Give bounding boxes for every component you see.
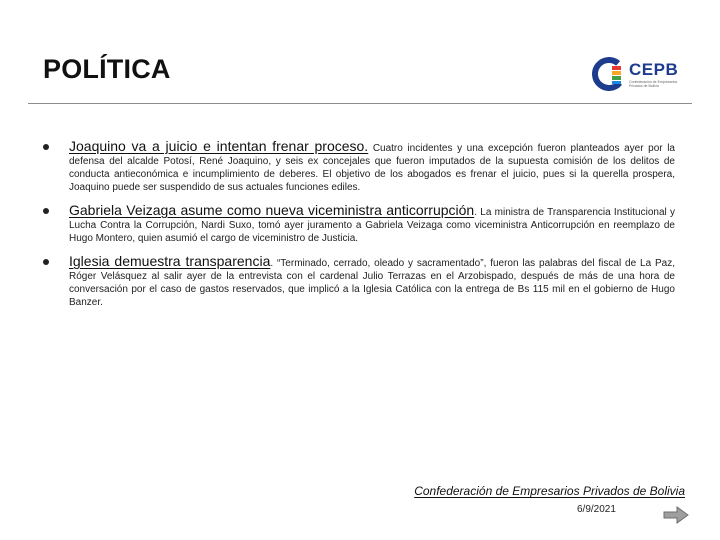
logo-text: CEPB xyxy=(629,60,679,79)
bullet-icon xyxy=(43,259,49,265)
news-body: Cuatro incidentes y una excepción fueron planteados ayer por la defensa del alcalde Potosí, René Joaquino, y seis ex concejales que fueron imputados de la supuesta comisión de los delitos de conducta antieconómica e incumplimiento de deberes. El objetivo de los abogados es frenar el juicio, pues si la querella prospera, Joaquino puede ser suspendido de sus actuales funciones ediles. xyxy=(69,143,675,193)
logo-subtitle: Confederación de Empresarios Privados de Bolivia xyxy=(629,80,678,88)
news-paragraph xyxy=(69,140,675,194)
news-headline-link[interactable]: Gabriela Veizaga asume como nueva viceministra anticorrupción xyxy=(69,202,475,218)
logo-bar-blue xyxy=(612,81,621,84)
logo-bar-green xyxy=(612,76,621,80)
title-divider xyxy=(28,103,692,104)
bullet-icon xyxy=(43,144,49,150)
news-body: . La ministra de Transparencia Institucional y Lucha Contra la Corrupción, Nardi Suxo, tomó ayer juramento a Gabriela Veizaga como viceministra Anticorrupción en reemplazo de Hugo Montero, quien asumió el cargo de viceministro de Justicia. xyxy=(69,207,675,244)
news-list xyxy=(43,140,675,319)
logo-bar-red xyxy=(612,66,621,70)
news-paragraph xyxy=(69,204,675,245)
logo-bar-yellow xyxy=(612,71,621,75)
news-paragraph xyxy=(69,255,675,309)
page-title: POLÍTICA xyxy=(43,54,171,84)
news-body: . “Terminado, cerrado, oleado y sacramentado”, fueron las palabras del fiscal de La Paz, Róger Velásquez al salir ayer de la entrevista con el cardenal Julio Terrazas en el Arzobispado, después de más de una hora de conversación por el caso de gastos reservados, que implicó a la Iglesia Católica con la entrega de Bs 115 mil en el gobierno de Hugo Banzer. xyxy=(69,258,675,308)
arrow-right-icon[interactable] xyxy=(662,505,690,525)
news-item xyxy=(43,204,675,245)
footer-organization: Confederación de Empresarios Privados de Bolivia xyxy=(414,484,685,498)
news-headline-link[interactable]: Joaquino va a juicio e intentan frenar proceso. xyxy=(69,138,369,154)
bullet-icon xyxy=(43,208,49,214)
logo-ring xyxy=(592,57,629,91)
news-item xyxy=(43,140,675,194)
footer-date: 6/9/2021 xyxy=(577,504,616,515)
news-headline-link[interactable]: Iglesia demuestra transparencia xyxy=(69,253,271,269)
news-item xyxy=(43,255,675,309)
